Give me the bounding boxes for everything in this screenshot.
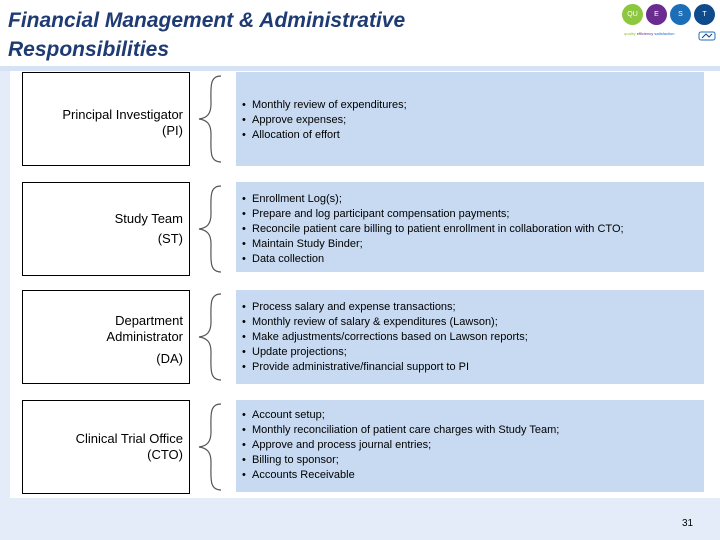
role-line: (CTO) xyxy=(147,447,183,462)
role-line: Department xyxy=(115,313,183,328)
list-item: • Monthly review of expenditures; xyxy=(242,98,704,113)
role-line: Principal Investigator xyxy=(62,107,183,122)
logo-letter-qu: QU xyxy=(622,4,643,25)
role-label-da xyxy=(106,313,183,367)
logo-letter-e: E xyxy=(646,4,667,25)
role-line: Administrator xyxy=(106,329,183,344)
role-box-pi xyxy=(22,72,190,166)
list-item: • Data collection xyxy=(242,252,704,267)
role-label-st xyxy=(115,211,183,247)
brace-icon xyxy=(191,184,227,274)
list-item: • Maintain Study Binder; xyxy=(242,237,704,252)
role-box-cto xyxy=(22,400,190,494)
footer-band xyxy=(0,498,720,540)
role-line: (PI) xyxy=(162,123,183,138)
responsibilities-cto xyxy=(236,400,704,492)
logo-tag-satisfaction: satisfaction xyxy=(654,31,675,36)
list-item: • Allocation of effort xyxy=(242,128,704,143)
list-item: • Process salary and expense transactions; xyxy=(242,300,704,315)
list-item: • Billing to sponsor; xyxy=(242,453,704,468)
role-line: (DA) xyxy=(156,351,183,366)
brace-icon xyxy=(191,402,227,492)
list-item: • Make adjustments/corrections based on Lawson reports; xyxy=(242,330,704,345)
logo-tag-quality: quality xyxy=(624,31,636,36)
role-label-pi xyxy=(62,107,183,139)
list-item: • Prepare and log participant compensation payments; xyxy=(242,207,704,222)
list-item: • Accounts Receivable xyxy=(242,468,704,483)
list-item: • Enrollment Log(s); xyxy=(242,192,704,207)
list-item: • Reconcile patient care billing to patient enrollment in collaboration with CTO; xyxy=(242,222,704,237)
list-item: • Update projections; xyxy=(242,345,704,360)
logo-tagline xyxy=(624,31,674,36)
role-label-cto xyxy=(76,431,183,463)
list-item: • Provide administrative/financial support to PI xyxy=(242,360,704,375)
logo-letter-t: T xyxy=(694,4,715,25)
responsibilities-st xyxy=(236,182,704,272)
list-item: • Monthly review of salary & expenditures (Lawson); xyxy=(242,315,704,330)
list-item: • Approve expenses; xyxy=(242,113,704,128)
role-box-st xyxy=(22,182,190,276)
slide-title: Financial Management & Administrative Responsibilities xyxy=(8,9,406,61)
logo-emblem-icon xyxy=(698,30,716,42)
list-item: • Approve and process journal entries; xyxy=(242,438,704,453)
responsibilities-pi xyxy=(236,72,704,166)
quest-logo xyxy=(622,4,718,44)
role-box-da xyxy=(22,290,190,384)
responsibilities-da xyxy=(236,290,704,384)
title-divider xyxy=(0,66,720,71)
list-item: • Monthly reconciliation of patient care charges with Study Team; xyxy=(242,423,704,438)
role-line: (ST) xyxy=(157,231,183,246)
role-line: Study Team xyxy=(114,211,183,226)
page-number: 31 xyxy=(682,518,694,529)
brace-icon xyxy=(191,74,227,164)
left-accent-bar xyxy=(0,71,10,540)
role-line: Clinical Trial Office xyxy=(75,431,183,446)
brace-icon xyxy=(191,292,227,382)
list-item: • Account setup; xyxy=(242,408,704,423)
logo-tag-efficiency: efficiency xyxy=(636,31,654,36)
logo-letter-s: S xyxy=(670,4,691,25)
